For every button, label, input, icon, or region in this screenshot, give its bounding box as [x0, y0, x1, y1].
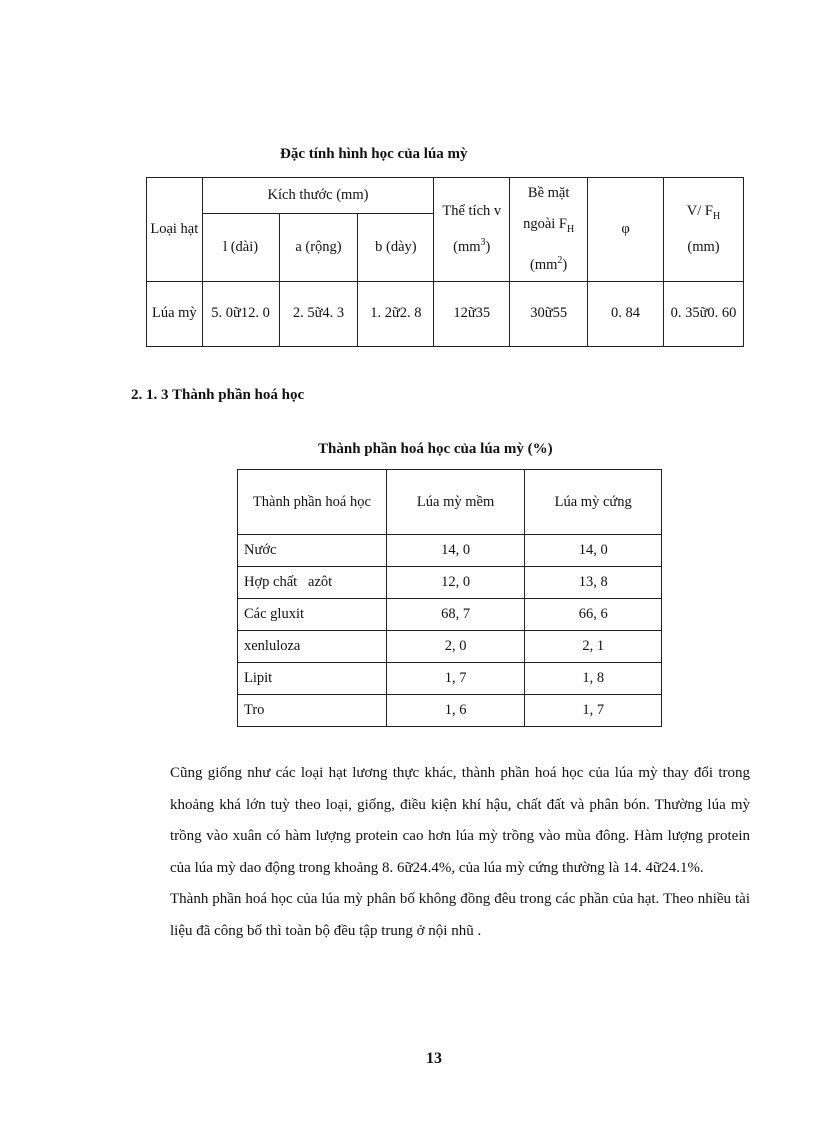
header-a: a (rộng) — [279, 213, 358, 281]
table2-caption: Thành phần hoá học của lúa mỳ (%) — [318, 441, 553, 457]
header-mem: Lúa mỳ mềm — [386, 470, 525, 535]
table-row — [238, 535, 662, 567]
section-heading: 2. 1. 3 Thành phần hoá học — [131, 387, 305, 403]
header-phi: φ — [588, 178, 664, 282]
row-value-cung: 2, 1 — [525, 631, 662, 663]
table-row — [238, 631, 662, 663]
table-row — [238, 695, 662, 727]
body-text — [170, 758, 750, 947]
cell-phi: 0. 84 — [588, 281, 664, 346]
paragraph-1: Cũng giống như các loại hạt lương thực khác, thành phần hoá học của lúa mỳ thay đổi trong khoảng khá lớn tuỳ theo loại, giống, điều kiện khí hậu, chất đất và phân bón. Thường lúa mỳ trồng vào xuân có hàm lượng protein cao hơn lúa mỳ trồng vào mùa đông. Hàm lượng protein của lúa mỳ dao động trong khoảng 8. 6ữ24.4%, của lúa mỳ cứng thường là 14. 4ữ24.1%. — [170, 765, 750, 876]
row-label: Nước — [238, 535, 387, 567]
header-the-tich: Thể tích v $(mm^3)$ — [434, 178, 510, 282]
header-be-mat: Bề mặt ngoài $F_H$ $(mm^2)$ — [510, 178, 588, 282]
cell-v: 12ữ35 — [434, 281, 510, 346]
table-row — [238, 599, 662, 631]
row-value-mem: 12, 0 — [386, 567, 525, 599]
table-row — [238, 663, 662, 695]
row-value-mem: 68, 7 — [386, 599, 525, 631]
header-b: b (dày) — [358, 213, 434, 281]
row-value-mem: 1, 7 — [386, 663, 525, 695]
cell-b: 1. 2ữ2. 8 — [358, 281, 434, 346]
table1-caption: Đặc tính hình học của lúa mỳ — [280, 146, 468, 162]
row-value-mem: 2, 0 — [386, 631, 525, 663]
cell-vf: 0. 35ữ0. 60 — [663, 281, 743, 346]
page-number: 13 — [426, 1050, 442, 1067]
header-v-f: V/ $F_H$ (mm) — [663, 178, 743, 282]
cell-l: 5. 0ữ12. 0 — [202, 281, 279, 346]
header-cung: Lúa mỳ cứng — [525, 470, 662, 535]
table-row — [238, 567, 662, 599]
row-value-mem: 1, 6 — [386, 695, 525, 727]
row-label: xenluloza — [238, 631, 387, 663]
row-value-cung: 1, 7 — [525, 695, 662, 727]
row-label: Hợp chất azôt — [238, 567, 387, 599]
row-value-cung: 1, 8 — [525, 663, 662, 695]
composition-table — [237, 469, 662, 727]
row-label: Tro — [238, 695, 387, 727]
row-label: Các gluxit — [238, 599, 387, 631]
row-value-cung: 66, 6 — [525, 599, 662, 631]
cell-f: 30ữ55 — [510, 281, 588, 346]
header-thanh-phan: Thành phần hoá học — [238, 470, 387, 535]
header-loai-hat: Loại hạt — [147, 178, 203, 282]
row-value-cung: 14, 0 — [525, 535, 662, 567]
cell-loai: Lúa mỳ — [147, 281, 203, 346]
cell-a: 2. 5ữ4. 3 — [279, 281, 358, 346]
table-row — [147, 281, 744, 346]
header-l: l (dài) — [202, 213, 279, 281]
header-kich-thuoc: Kích thước (mm) — [202, 178, 434, 214]
geometry-table — [146, 177, 744, 347]
row-value-cung: 13, 8 — [525, 567, 662, 599]
paragraph-2: Thành phần hoá học của lúa mỳ phân bố không đồng đêu trong các phần của hạt. Theo nhiều tài liệu đã công bố thì toàn bộ đều tập trung ở nội nhũ . — [170, 891, 750, 939]
row-label: Lipit — [238, 663, 387, 695]
row-value-mem: 14, 0 — [386, 535, 525, 567]
